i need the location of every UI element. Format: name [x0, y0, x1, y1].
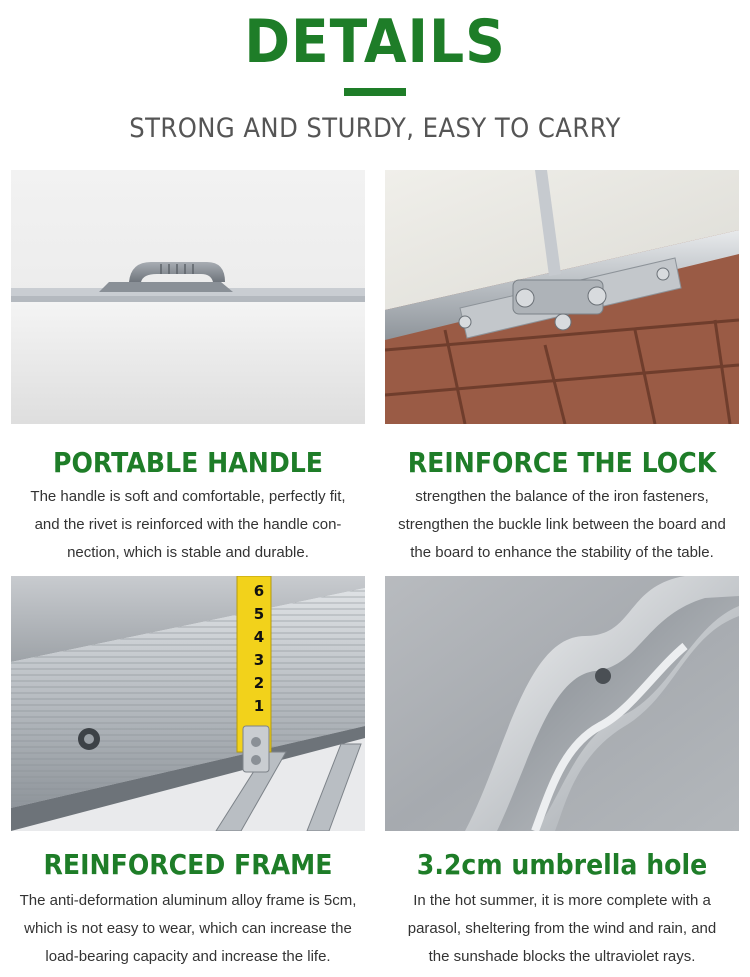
desc-line: In the hot summer, it is more complete with a: [413, 892, 711, 909]
tape-mark: 2: [253, 674, 265, 692]
desc-line: the board to enhance the stability of the table.: [410, 544, 714, 561]
tape-measure-labels: [249, 580, 269, 718]
feature-title-reinforced-frame: REINFORCED FRAME: [43, 848, 333, 881]
tape-mark: 1: [253, 697, 265, 715]
desc-line: strengthen the balance of the iron fasteners,: [415, 488, 709, 505]
tape-mark: 6: [253, 582, 265, 600]
desc-line: strengthen the buckle link between the board and: [398, 516, 726, 533]
tape-mark: 3: [253, 651, 265, 669]
feature-title-reinforce-lock: REINFORCE THE LOCK: [407, 446, 717, 479]
desc-line: parasol, sheltering from the wind and rain, and: [407, 920, 717, 937]
feature-desc-portable-handle: [2, 483, 374, 567]
handle-photo: [11, 170, 365, 424]
desc-line: and the rivet is reinforced with the handle con-: [34, 516, 342, 533]
tape-mark: 5: [253, 605, 265, 623]
feature-title-umbrella-hole: 3.2cm umbrella hole: [416, 848, 708, 881]
title-underline: [344, 88, 406, 96]
feature-title-portable-handle: PORTABLE HANDLE: [52, 446, 324, 479]
desc-line: The handle is soft and comfortable, perfectly fit,: [30, 488, 346, 505]
frame-photo: [11, 576, 365, 831]
page-subtitle: STRONG AND STURDY, EASY TO CARRY: [129, 113, 621, 144]
desc-line: which is not easy to wear, which can increase the: [24, 920, 352, 937]
page-title: DETAILS: [244, 7, 506, 77]
feature-desc-reinforced-frame: [2, 887, 374, 971]
umbrella-hole-photo: [385, 576, 739, 831]
lock-photo: [385, 170, 739, 424]
desc-line: nection, which is stable and durable.: [67, 544, 309, 561]
desc-line: The anti-deformation aluminum alloy frame is 5cm,: [19, 892, 357, 909]
desc-line: the sunshade blocks the ultraviolet rays.: [428, 948, 696, 965]
tape-mark: 4: [253, 628, 265, 646]
desc-line: load-bearing capacity and increase the life.: [45, 948, 331, 965]
feature-desc-reinforce-lock: [376, 483, 748, 567]
feature-desc-umbrella-hole: [376, 887, 748, 971]
